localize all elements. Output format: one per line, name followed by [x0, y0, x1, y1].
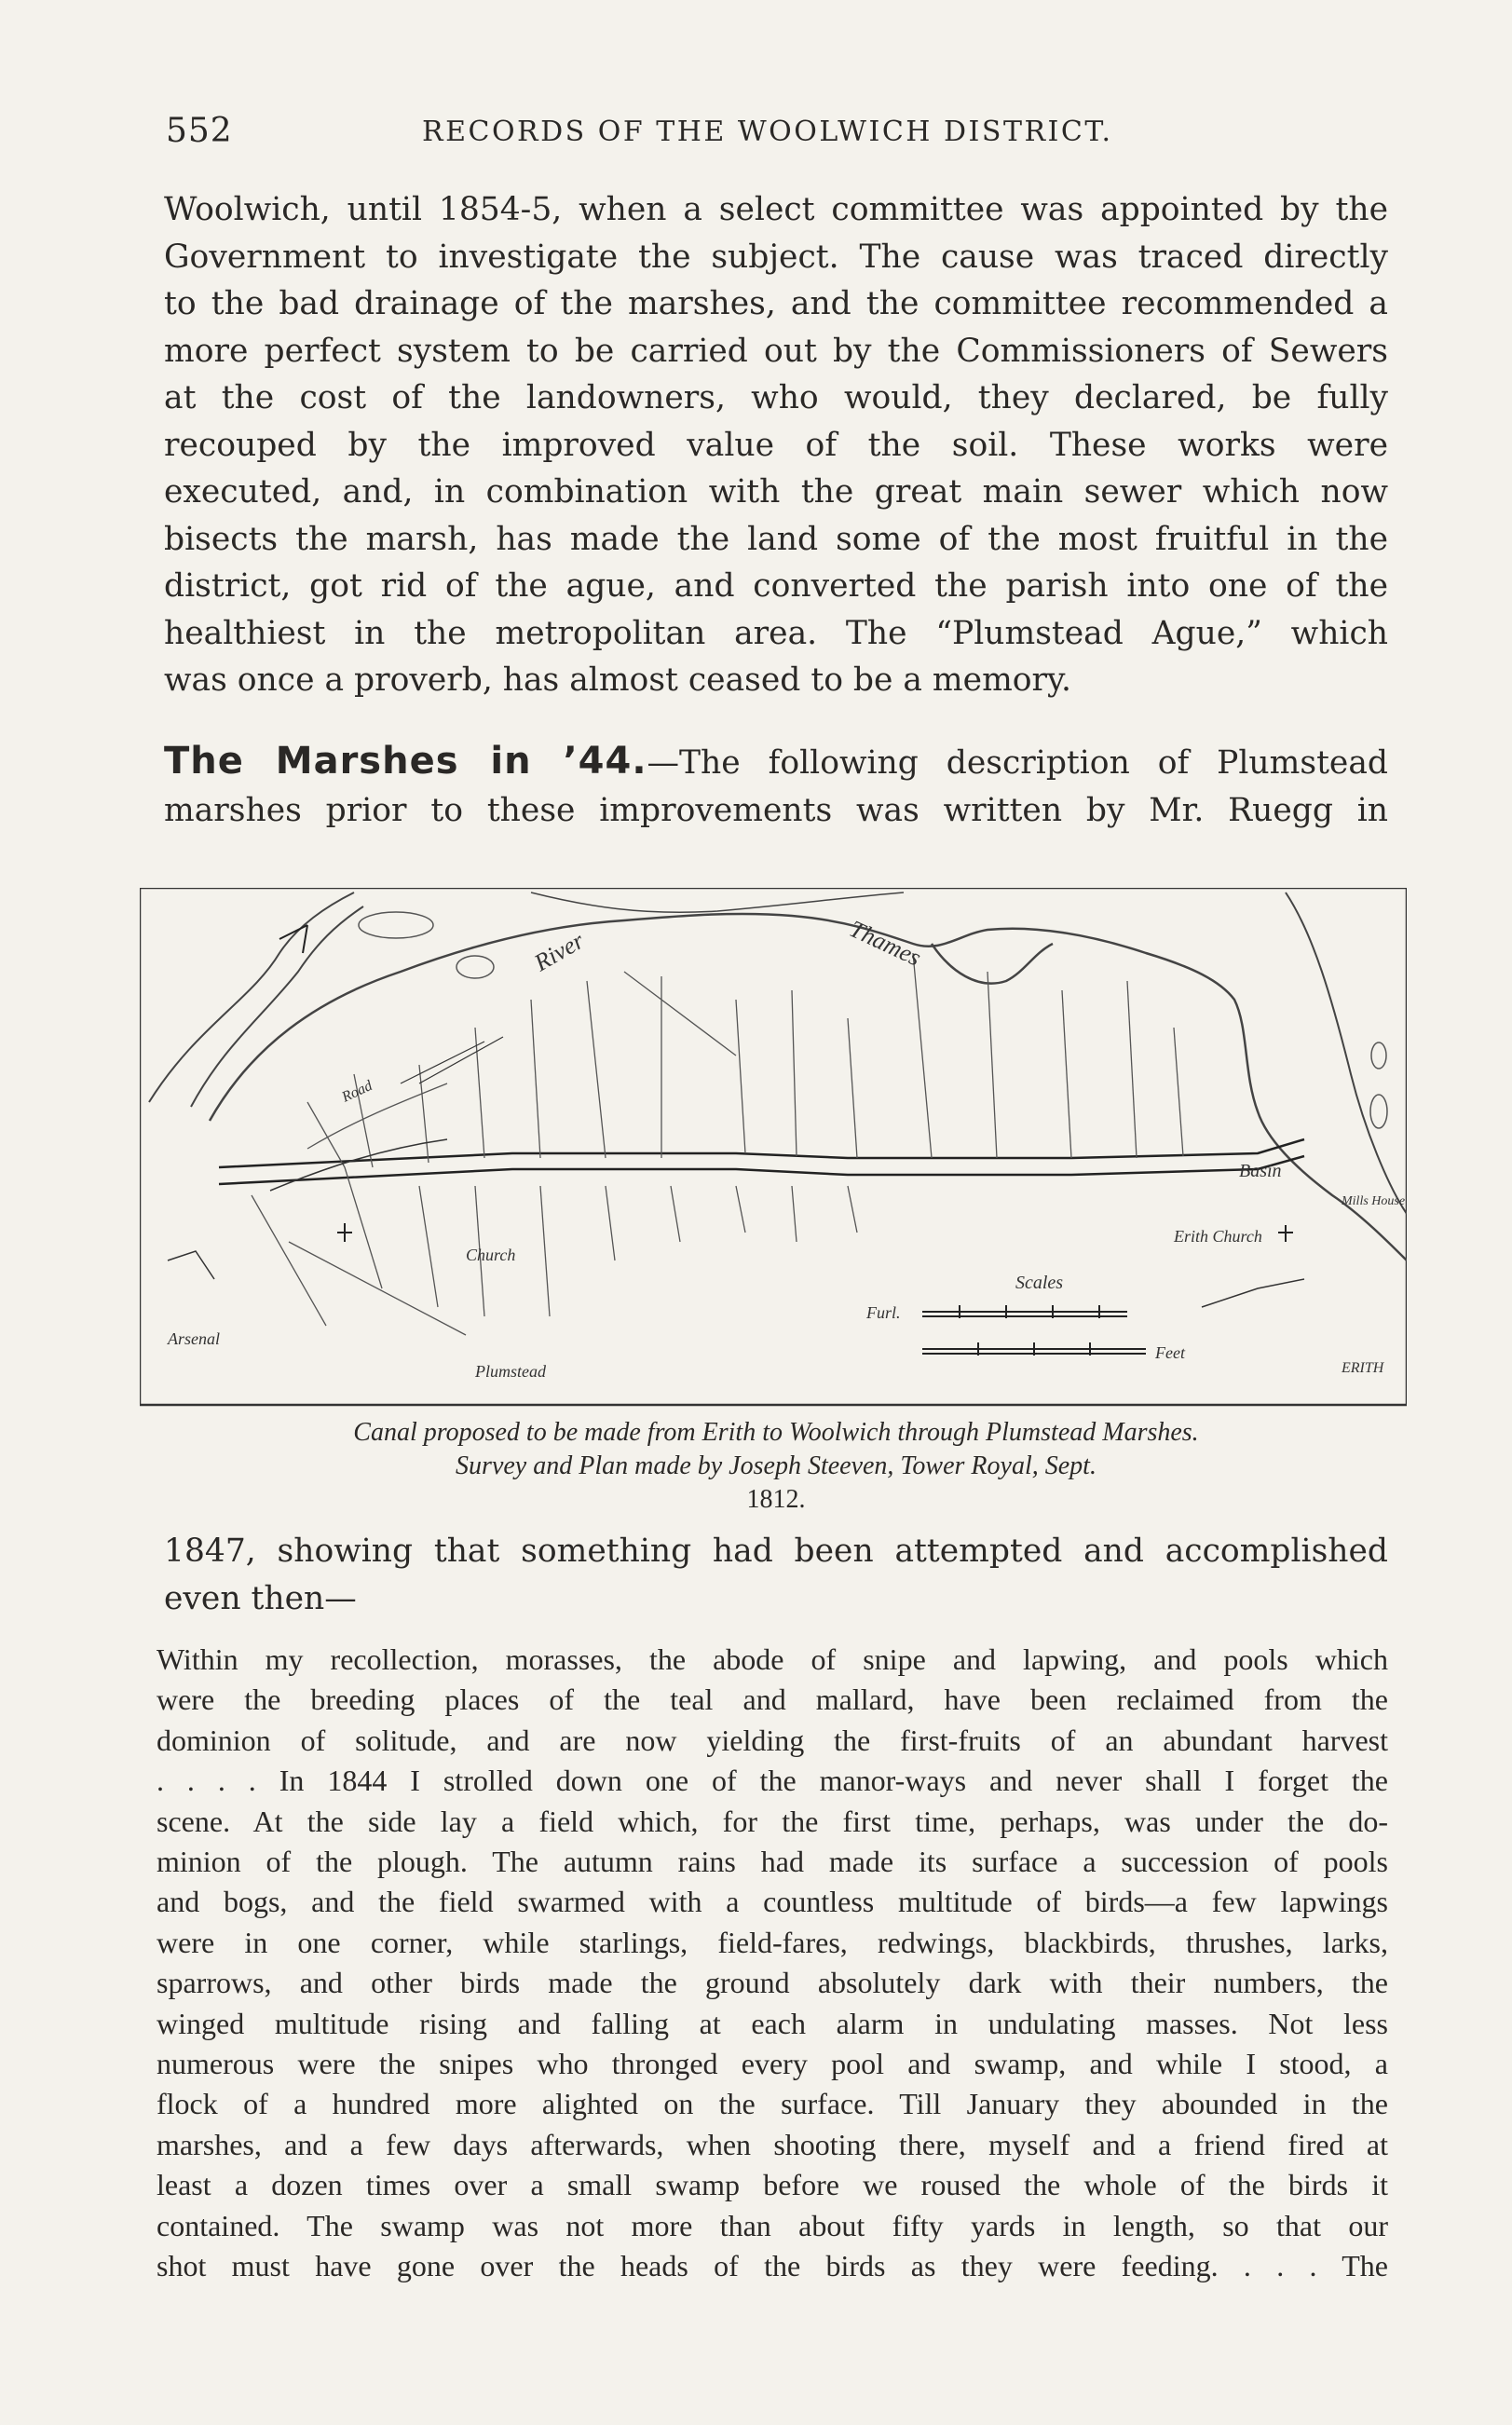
quote-line: . . . . In 1844 I strolled down one of the manor-ways and never shall I forget the [157, 1764, 1388, 1798]
map-label-furl: Furl. [866, 1303, 901, 1322]
text-line: even then— [164, 1579, 357, 1617]
road [401, 1042, 484, 1083]
text-line: recouped by the improved value of the soil. These works were [164, 426, 1388, 464]
caption-line: Canal proposed to be made from Erith to Woolwich through Plumstead Marshes. [353, 1418, 1199, 1447]
text-line: more perfect system to be carried out by the Commissioners of Sewers [164, 332, 1388, 370]
quote-line: winged multitude rising and falling at each alarm in undulating masses. Not less [157, 2006, 1388, 2040]
shoal [456, 956, 494, 978]
map-label-arsenal: Arsenal [168, 1329, 220, 1348]
text-line: was once a proverb, has almost ceased to be a memory. [164, 661, 1071, 699]
map-caption [164, 1416, 1388, 1517]
river-bank-east [1286, 892, 1407, 1214]
road [419, 1037, 503, 1083]
section-intro: —The following description of Plumstead [647, 744, 1388, 782]
paragraph-1847 [164, 1528, 1388, 1622]
text-line: Woolwich, until 1854-5, when a select committee was appointed by the [164, 191, 1388, 228]
quote-line: were in one corner, while starlings, field-fares, redwings, blackbirds, thrushes, larks, [157, 1925, 1388, 1959]
paragraph-drainage [164, 186, 1388, 704]
quote-line: sparrows, and other birds made the ground absolutely dark with their numbers, the [157, 1966, 1388, 2000]
text-line: healthiest in the metropolitan area. The “Plumstead Ague,” which [164, 614, 1388, 652]
quote-line: were the breeding places of the teal and mallard, have been reclaimed from the [157, 1683, 1388, 1717]
river-bend [932, 944, 1053, 984]
river-bank-left-inner [191, 906, 363, 1107]
text-line: marshes prior to these improvements was written by Mr. Ruegg in [164, 791, 1388, 829]
island [1370, 1095, 1387, 1128]
text-line: district, got rid of the ague, and converted the parish into one of the [164, 567, 1388, 605]
map-illustration [140, 888, 1407, 1410]
caption-year: 1812. [746, 1485, 806, 1514]
map-label-church: Church [466, 1246, 516, 1264]
section-heading: The Marshes in ’44. [164, 740, 647, 783]
map-label-plumstead: Plumstead [475, 1362, 546, 1381]
ruegg-quotation [157, 1640, 1388, 2287]
canal-north-edge [219, 1139, 1304, 1167]
quote-line: flock of a hundred more alighted on the surface. Till January they abounded in the [157, 2087, 1388, 2121]
map-label-mills-house: Mills House [1342, 1194, 1406, 1208]
quote-line: minion of the plough. The autumn rains had made its surface a succession of pools [157, 1845, 1388, 1879]
map-label-scales: Scales [1015, 1273, 1064, 1293]
quote-line: and bogs, and the field swarmed with a countless multitude of birds—a few lapwings [157, 1885, 1388, 1919]
church-cross-icon [1278, 1225, 1293, 1242]
quote-line: contained. The swamp was not more than about fifty yards in length, so that our [157, 2208, 1388, 2242]
map-label-river: River [529, 926, 589, 977]
quote-line: numerous were the snipes who thronged every pool and swamp, and while I stood, a [157, 2047, 1388, 2081]
river-bank-left-outer [149, 892, 354, 1102]
island [1371, 1042, 1386, 1069]
north-arrow-icon [279, 925, 307, 953]
running-head [166, 112, 1383, 158]
river-bank-north [531, 892, 904, 912]
map-scale-bars [922, 1305, 1146, 1356]
text-line: to the bad drainage of the marshes, and the committee recommended a [164, 285, 1388, 322]
map-label-erith: ERITH [1342, 1360, 1384, 1376]
running-title: RECORDS OF THE WOOLWICH DISTRICT. [422, 116, 1113, 148]
text-line: bisects the marsh, has made the land some of the most fruitful in the [164, 520, 1388, 558]
map-border [140, 888, 1407, 1405]
text-line: at the cost of the landowners, who would, they declared, be fully [164, 379, 1388, 416]
quote-line: dominion of solitude, and are now yielding the first-fruits of an abundant harvest [157, 1723, 1388, 1757]
caption-survey: Survey and Plan made by Joseph Steeven, Tower Royal, Sept. [456, 1451, 1097, 1480]
quote-line: marshes, and a few days afterwards, when shooting there, myself and a friend fired at [157, 2127, 1388, 2161]
quote-line: Within my recollection, morasses, the abode of snipe and lapwing, and pools which [157, 1642, 1388, 1676]
text-line: executed, and, in combination with the great main sewer which now [164, 473, 1388, 511]
church-cross-icon [337, 1223, 352, 1242]
quote-line: least a dozen times over a small swamp before we roused the whole of the birds it [157, 2168, 1388, 2202]
map-label-feet: Feet [1155, 1343, 1185, 1362]
quote-line: shot must have gone over the heads of the birds as they were feeding. . . . The [157, 2249, 1388, 2283]
text-line [164, 738, 1388, 787]
map-label-basin: Basin [1239, 1161, 1282, 1181]
page-number: 552 [166, 112, 233, 150]
map-label-road: Road [339, 1077, 375, 1106]
shoal [359, 912, 433, 938]
road [1202, 1279, 1304, 1307]
quote-line: scene. At the side lay a field which, for the first time, perhaps, was under the do- [157, 1804, 1388, 1838]
text-line: 1847, showing that something had been attempted and accomplished [164, 1533, 1388, 1570]
paragraph-marshes [164, 738, 1388, 834]
text-line: Government to investigate the subject. The cause was traced directly [164, 238, 1388, 276]
map-label-erith-church: Erith Church [1174, 1227, 1262, 1246]
road [270, 1139, 447, 1191]
river-bank-south [210, 914, 1407, 1260]
arsenal-marker [168, 1251, 214, 1279]
map-label-thames: Thames [845, 915, 926, 972]
caption-line [164, 1450, 1388, 1517]
canal-map [140, 888, 1407, 1410]
